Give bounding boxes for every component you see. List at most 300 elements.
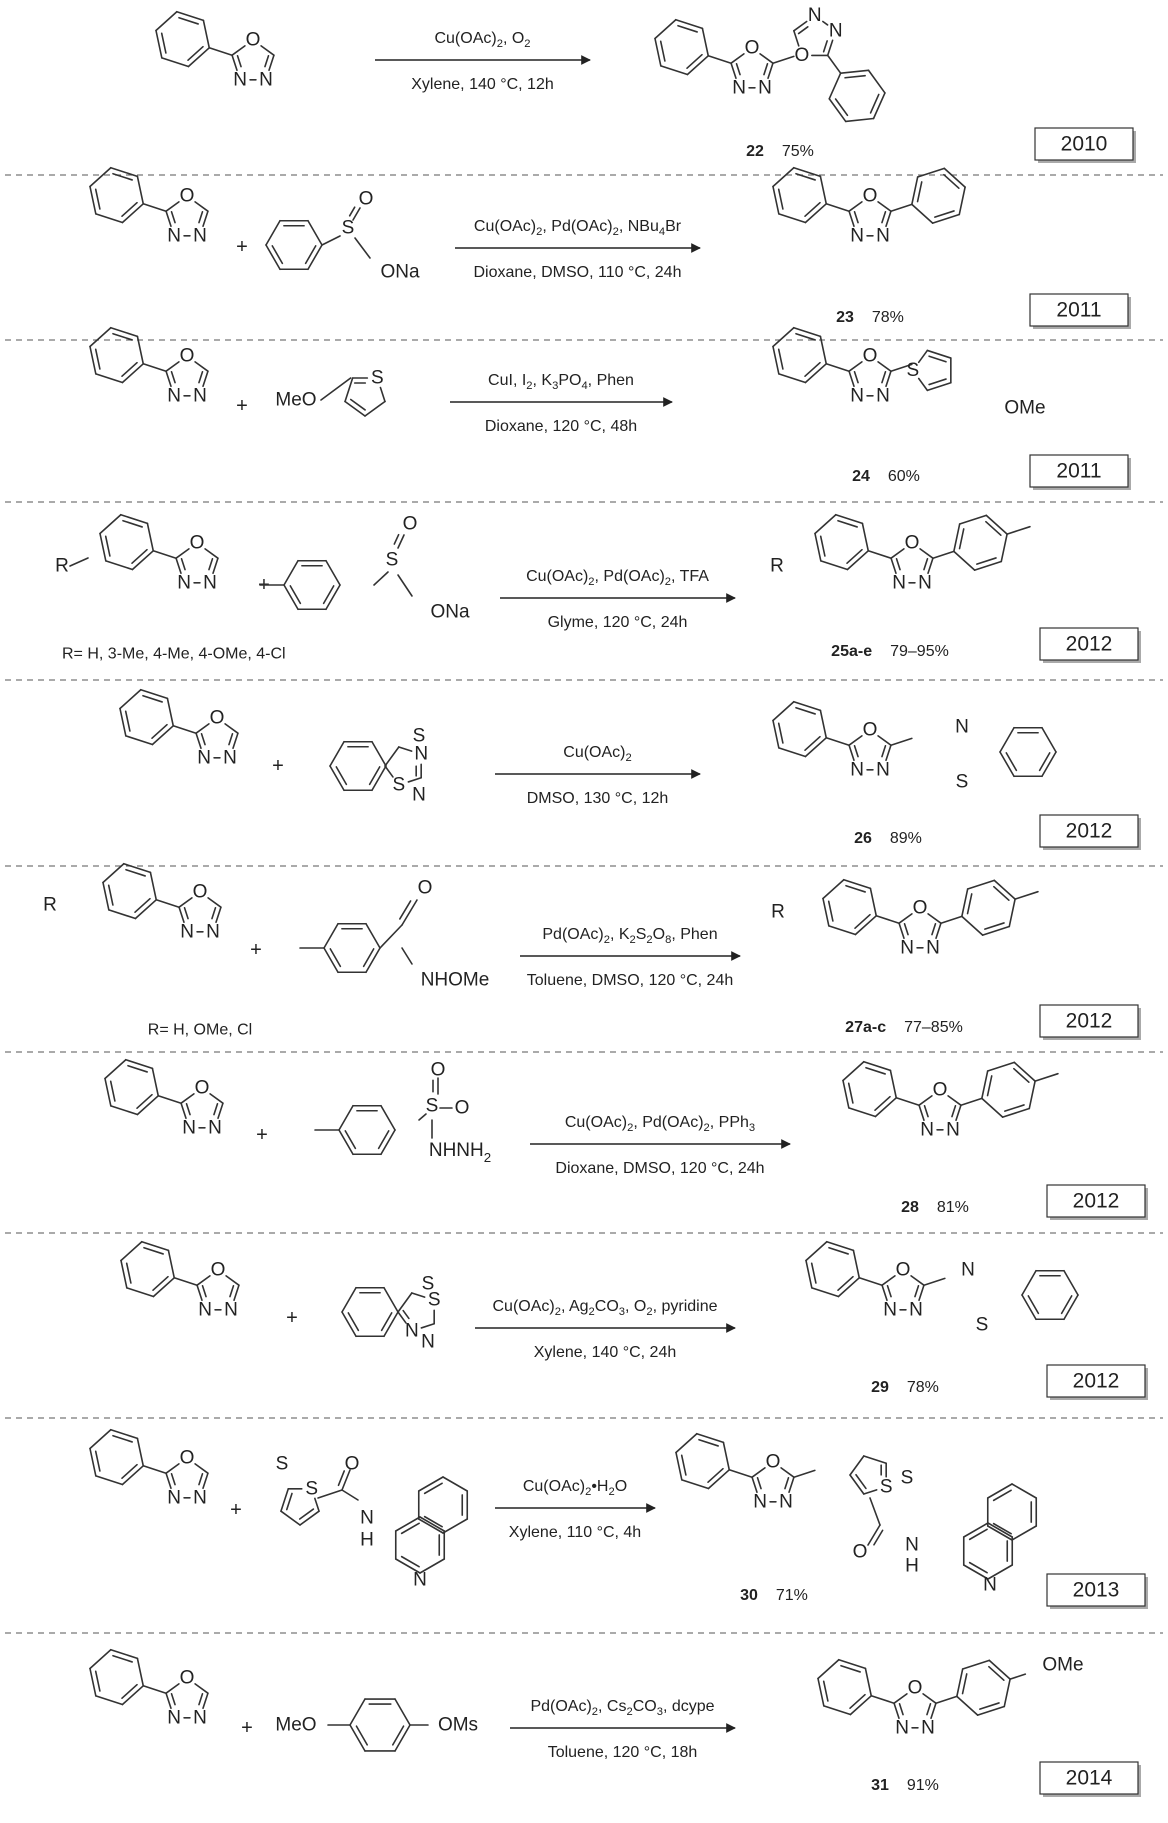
bond — [381, 1106, 395, 1130]
bond — [209, 48, 232, 55]
bond — [261, 46, 274, 55]
conditions-top: $Pd(OAc)_2$, $K_2S_2O_8$, Phen — [542, 925, 718, 946]
bond — [96, 1476, 123, 1485]
bond — [90, 168, 111, 187]
atom-label: H — [905, 1555, 919, 1577]
atom-label: S — [975, 1314, 989, 1336]
atom-label: N — [850, 385, 864, 407]
bond — [203, 1693, 208, 1708]
bond — [121, 1242, 142, 1261]
bond — [891, 204, 912, 211]
bond — [232, 55, 237, 70]
bond — [820, 176, 826, 203]
bond — [773, 328, 794, 347]
atom-label: N — [223, 747, 237, 769]
bond — [985, 923, 1004, 929]
product-label: 22 75% — [746, 143, 814, 160]
conditions-bottom: Glyme, 120 °C, 24h — [547, 613, 688, 631]
bond — [166, 211, 171, 226]
reaction-27 — [5, 864, 1163, 1052]
bond — [213, 558, 218, 573]
atom-label: O — [794, 44, 810, 66]
product-label: 28 81% — [901, 1199, 969, 1216]
bond — [350, 1699, 365, 1725]
bond — [821, 561, 848, 570]
atom-label: S — [425, 1095, 439, 1117]
bond — [425, 1483, 442, 1493]
bond — [143, 364, 166, 371]
bond — [199, 372, 203, 383]
bond — [370, 767, 380, 784]
plus-sign: + — [236, 236, 248, 258]
bond — [351, 399, 365, 409]
bond — [847, 550, 862, 563]
year-label: 2011 — [1056, 459, 1102, 483]
bond — [911, 1276, 924, 1285]
atom-label: H — [360, 1529, 374, 1551]
bond — [90, 1668, 96, 1695]
atom-label: N — [167, 1487, 181, 1509]
conditions-top: $Cu(OAc)_2$, $Pd(OAc)_2$, PPh$_3$ — [564, 1113, 756, 1134]
atom-label: N — [732, 77, 746, 99]
bond — [364, 949, 374, 966]
bond — [199, 212, 203, 223]
atom-label: O — [862, 719, 878, 741]
bond — [882, 1285, 887, 1300]
bond — [166, 1473, 171, 1488]
bond — [806, 1260, 812, 1287]
bond — [132, 550, 147, 563]
bond — [655, 38, 661, 65]
bond — [957, 1669, 963, 1696]
atom-label: N — [197, 747, 211, 769]
atom-label: MeO — [275, 1714, 317, 1736]
bond — [935, 211, 954, 217]
bond — [687, 55, 702, 68]
bond — [1035, 1074, 1058, 1081]
bond — [265, 56, 269, 67]
bond — [322, 236, 340, 245]
bond — [826, 204, 849, 211]
bond — [166, 1684, 179, 1693]
atom-label: S — [370, 367, 384, 389]
bond — [156, 30, 162, 57]
bond — [380, 388, 385, 402]
bond — [882, 746, 886, 757]
atom-label: R — [55, 555, 69, 577]
bond — [994, 1490, 1011, 1500]
atom-label: O — [189, 532, 205, 554]
bond — [941, 916, 962, 923]
bond — [864, 1490, 877, 1494]
bond — [187, 1104, 191, 1115]
bond — [823, 880, 844, 899]
bond — [982, 1098, 1003, 1117]
bond — [731, 54, 744, 63]
bond — [875, 1097, 890, 1110]
bond — [421, 1324, 434, 1328]
bond — [829, 1248, 848, 1254]
plus-sign: + — [272, 755, 284, 777]
bond — [188, 47, 203, 60]
bond — [920, 549, 933, 558]
bond — [866, 1068, 885, 1074]
bond — [768, 63, 773, 78]
atom-label: S — [341, 217, 355, 239]
bond — [122, 1685, 137, 1698]
bond — [380, 925, 402, 948]
bond — [127, 1288, 154, 1297]
bond — [849, 1108, 876, 1117]
bond — [845, 76, 865, 78]
bond — [682, 1455, 686, 1475]
bond — [849, 362, 862, 371]
bond — [96, 1671, 100, 1691]
bond — [420, 1517, 444, 1531]
reaction-23 — [5, 168, 1163, 340]
bond — [849, 1083, 853, 1103]
atom-label: N — [905, 1534, 919, 1556]
bond — [952, 1106, 956, 1117]
bond — [156, 900, 179, 907]
bond — [113, 1436, 132, 1442]
bond — [829, 926, 856, 935]
atom-label: S — [412, 725, 426, 747]
atom-label: N — [876, 225, 890, 247]
bond — [764, 64, 768, 75]
bond — [928, 558, 933, 573]
bond — [968, 894, 972, 914]
atom-label: O — [192, 881, 208, 903]
conditions-bottom: Toluene, 120 °C, 18h — [547, 1743, 698, 1761]
bond — [731, 63, 736, 78]
bond — [924, 559, 928, 570]
bond — [330, 742, 344, 766]
bond — [855, 372, 859, 383]
bond — [779, 374, 806, 383]
bond — [779, 189, 783, 209]
atom-label: S — [955, 771, 969, 793]
plus-sign: + — [230, 1499, 242, 1521]
bond — [238, 56, 242, 67]
bond — [919, 1096, 932, 1105]
bond — [988, 1062, 1015, 1071]
atom-label: S — [305, 1478, 319, 1500]
bond — [899, 923, 904, 938]
bond — [1015, 892, 1038, 899]
bond — [179, 18, 198, 24]
bond — [96, 1451, 100, 1471]
bond — [195, 1684, 208, 1693]
atom-label: N — [198, 1299, 212, 1321]
bond — [970, 1529, 987, 1539]
bond — [105, 1078, 111, 1105]
bond — [841, 70, 869, 73]
atom-label: N — [900, 937, 914, 959]
year-label: 2012 — [1072, 1369, 1120, 1393]
atom-label: O — [765, 1451, 781, 1473]
bond — [443, 1519, 467, 1533]
bond — [399, 747, 412, 751]
bond — [1005, 1105, 1024, 1111]
bond — [443, 1477, 467, 1491]
bond — [912, 177, 918, 204]
bond — [890, 1070, 896, 1097]
bond — [272, 246, 282, 263]
bond — [209, 559, 213, 570]
bond — [338, 1471, 344, 1485]
bond — [1001, 534, 1007, 561]
bond — [382, 1313, 392, 1330]
bond — [109, 910, 136, 919]
bond — [878, 362, 891, 371]
bond — [815, 533, 821, 560]
bond — [758, 1478, 762, 1489]
atom-label: R — [771, 901, 785, 923]
bond — [400, 901, 411, 919]
atom-label: O — [907, 1677, 923, 1699]
bond — [366, 924, 380, 948]
bond — [315, 1498, 319, 1511]
atom-label: S — [385, 549, 399, 571]
bond — [849, 736, 862, 745]
bond — [886, 745, 891, 760]
bond — [269, 55, 274, 70]
bond — [1004, 1679, 1010, 1706]
bond — [988, 1076, 992, 1096]
bond — [812, 1263, 816, 1283]
atom-label: ONa — [380, 261, 420, 283]
bond — [868, 70, 884, 93]
bond — [173, 726, 196, 733]
conditions-bottom: Xylene, 140 °C, 24h — [533, 1343, 677, 1361]
bond — [838, 521, 857, 527]
bond — [210, 1094, 223, 1103]
bond — [912, 204, 933, 223]
atom-label: N — [850, 759, 864, 781]
atom-label: N — [413, 1569, 427, 1591]
bond — [150, 872, 156, 899]
atom-label: N — [193, 1707, 207, 1729]
bond — [90, 1448, 96, 1475]
bond — [393, 1726, 404, 1745]
bond — [894, 1703, 899, 1718]
bond — [824, 41, 828, 52]
year-label: 2014 — [1065, 1766, 1113, 1790]
atom-label: N — [421, 1331, 435, 1353]
bond — [179, 907, 184, 922]
bond — [960, 515, 987, 524]
bond — [699, 1440, 718, 1446]
bond — [122, 203, 137, 216]
atom-label: S — [900, 1467, 914, 1489]
bond — [915, 1286, 919, 1297]
reaction-29 — [5, 1242, 1163, 1418]
bond — [929, 356, 946, 361]
bond — [849, 202, 862, 211]
atom-label: N — [206, 921, 220, 943]
bond — [944, 175, 959, 188]
bond — [968, 880, 995, 889]
bond — [143, 1686, 166, 1693]
bond — [158, 1096, 181, 1103]
atom-label: N — [414, 743, 429, 765]
bond — [919, 350, 928, 362]
year-label: 2013 — [1072, 1578, 1120, 1602]
atom-label: O — [932, 1079, 948, 1101]
atom-label: S — [879, 1476, 893, 1498]
bond — [865, 1668, 871, 1695]
bond — [796, 334, 815, 340]
atom-label: O — [194, 1077, 210, 1099]
bond — [928, 914, 941, 923]
atom-label: O — [358, 188, 374, 210]
conditions-top: $Cu(OAc)_2$ — [563, 743, 632, 764]
bond — [678, 26, 697, 32]
atom-label: O — [912, 897, 928, 919]
bond — [821, 536, 825, 556]
bond — [168, 1250, 174, 1277]
bond — [853, 1250, 859, 1277]
atom-label: NHOMe — [420, 969, 490, 991]
plus-sign: + — [256, 1124, 268, 1146]
bond — [226, 1276, 239, 1285]
bond — [176, 558, 181, 573]
atom-label: N — [892, 572, 906, 594]
bond — [120, 690, 141, 709]
atom-label: N — [360, 1507, 374, 1529]
conditions-top: $Cu(OAc)_2$, $O_2$ — [434, 29, 531, 50]
product-label: 26 89% — [854, 830, 922, 847]
bond — [408, 778, 421, 782]
product-label: 25a-e 79–95% — [831, 643, 949, 660]
bond — [882, 372, 886, 383]
bond — [350, 207, 355, 216]
bond — [823, 898, 829, 925]
bond — [789, 1477, 794, 1492]
bond — [1042, 728, 1056, 752]
bond — [122, 1465, 137, 1478]
bond — [896, 1098, 919, 1105]
atom-label: N — [883, 1299, 897, 1321]
atom-label: N — [193, 1487, 207, 1509]
bond — [899, 914, 912, 923]
bond — [365, 401, 385, 416]
bond — [137, 1658, 143, 1685]
atom-label: N — [167, 225, 181, 247]
bond — [90, 1430, 111, 1449]
bond — [374, 572, 388, 585]
bond — [931, 1703, 936, 1718]
r-group-note: R= H, 3-Me, 4-Me, 4-OMe, 4-Cl — [62, 645, 286, 663]
year-label: 2011 — [1056, 298, 1102, 322]
bond — [923, 1694, 936, 1703]
bond — [829, 73, 840, 99]
bond — [957, 1696, 978, 1715]
bond — [828, 55, 841, 73]
bond — [398, 535, 404, 548]
bond — [932, 924, 936, 935]
bond — [342, 1288, 356, 1312]
bond — [96, 349, 100, 369]
bond — [824, 1706, 851, 1715]
bond — [954, 551, 975, 570]
bond — [988, 1523, 1012, 1537]
bond — [823, 21, 828, 24]
bond — [100, 533, 106, 560]
bond — [339, 1106, 353, 1130]
bond — [202, 734, 206, 745]
bond — [1012, 1526, 1036, 1540]
bond — [682, 1480, 709, 1489]
atom-label: O — [245, 29, 261, 51]
bond — [894, 1694, 907, 1703]
plus-sign: + — [236, 395, 248, 417]
bond — [225, 724, 238, 733]
conditions-bottom: Dioxane, DMSO, 110 °C, 24h — [473, 263, 682, 281]
bond — [918, 168, 945, 177]
atom-label: N — [412, 784, 426, 806]
reaction-25 — [5, 514, 1163, 681]
bond — [963, 1660, 990, 1669]
bond — [959, 187, 965, 214]
bond — [144, 1248, 163, 1254]
conditions-bottom: Dioxane, 120 °C, 48h — [484, 417, 638, 435]
atom-label: MeO — [275, 389, 317, 411]
bond — [326, 561, 340, 585]
bond — [137, 176, 143, 203]
atom-label: N — [946, 1119, 960, 1141]
bond — [234, 1285, 239, 1300]
atom-label: N — [876, 385, 890, 407]
atom-label: OMe — [1042, 1654, 1084, 1676]
bond — [855, 746, 859, 757]
bond — [126, 711, 130, 731]
bond — [962, 889, 968, 916]
atom-label: O — [895, 1259, 911, 1281]
bond — [166, 202, 179, 211]
atom-label: S — [427, 1289, 441, 1311]
bond — [891, 549, 904, 558]
bond — [166, 362, 179, 371]
bond — [871, 1696, 894, 1703]
atom-label: N — [177, 572, 191, 594]
bond — [888, 1286, 892, 1297]
bond — [197, 1285, 202, 1300]
bond — [232, 46, 245, 55]
atom-label: O — [179, 1447, 195, 1469]
atom-label: N — [895, 1717, 909, 1739]
conditions-top: $Cu(OAc)_2$, $Pd(OAc)_2$, NBu$_4$Br — [473, 217, 682, 238]
atom-label: O — [344, 1453, 360, 1475]
bond — [162, 33, 166, 53]
conditions-top: $Cu(OAc)_2$, $Pd(OAc)_2$, TFA — [526, 567, 709, 588]
atom-label: O — [430, 1059, 446, 1081]
bond — [196, 724, 209, 733]
bond — [205, 549, 218, 558]
atom-label: S — [421, 1273, 435, 1295]
bond — [846, 119, 874, 122]
bond — [960, 529, 964, 549]
bond — [723, 1442, 729, 1469]
bond — [336, 767, 346, 784]
product-label: 24 60% — [852, 468, 920, 485]
bond — [878, 202, 891, 211]
bond — [172, 372, 176, 383]
atom-label: N — [850, 225, 864, 247]
atom-label: N — [779, 1491, 793, 1513]
atom-label: O — [210, 1259, 226, 1281]
